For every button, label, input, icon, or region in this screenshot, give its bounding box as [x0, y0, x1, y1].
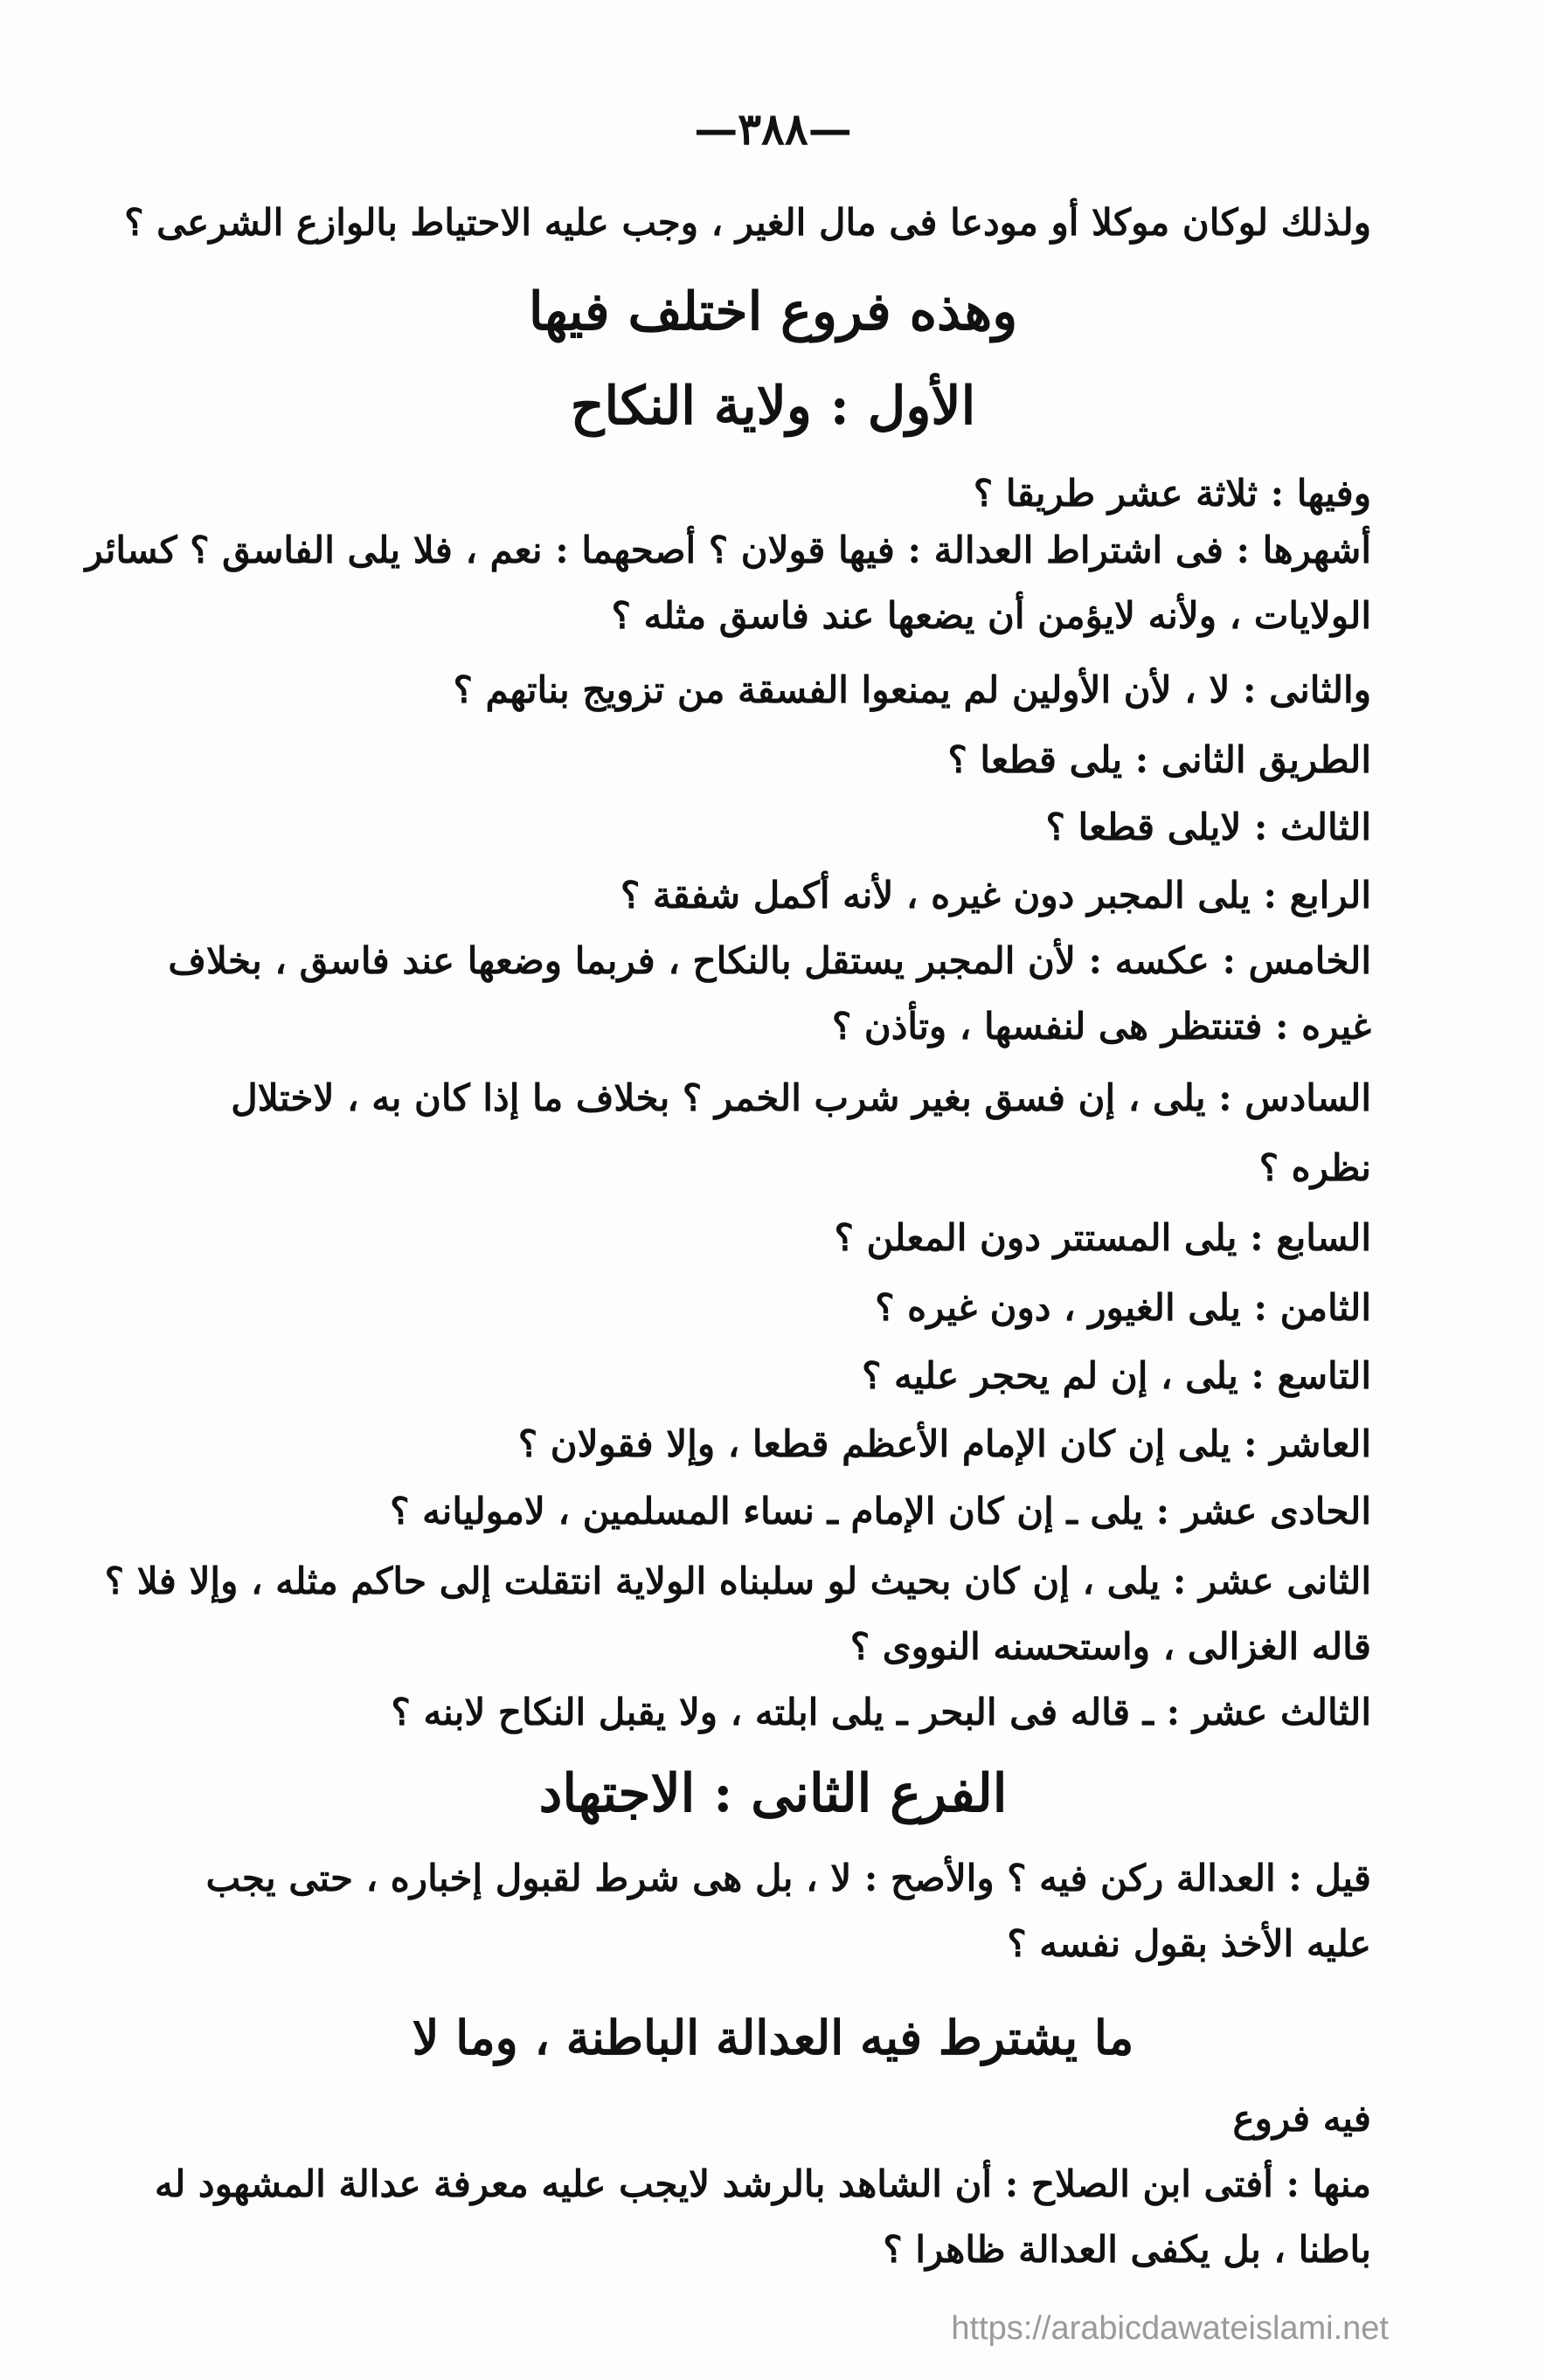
- text-line: والثانى : لا ، لأن الأولين لم يمنعوا الفسقة من تزويج بناتهم ؟: [453, 668, 1371, 711]
- text-line: منها : أفتى ابن الصلاح : أن الشاهد بالرشد لايجب عليه معرفة عدالة المشهود له: [154, 2162, 1371, 2205]
- text-line: عليه الأخذ بقول نفسه ؟: [1007, 1922, 1371, 1965]
- text-line: فيه فروع: [1232, 2097, 1371, 2140]
- text-line: الثامن : يلى الغيور ، دون غيره ؟: [875, 1286, 1371, 1329]
- text-line: غيره : فتنتظر هى لنفسها ، وتأذن ؟: [831, 1005, 1371, 1048]
- text-line: وفيها : ثلاثة عشر طريقا ؟: [973, 472, 1371, 515]
- text-line: السادس : يلى ، إن فسق بغير شرب الخمر ؟ بخلاف ما إذا كان به ، لاختلال: [231, 1076, 1371, 1119]
- text-line: الحادى عشر : يلى ـ إن كان الإمام ـ نساء المسلمين ، لاموليانه ؟: [390, 1490, 1371, 1532]
- text-line: الرابع : يلى المجبر دون غيره ، لأنه أكمل شفقة ؟: [620, 874, 1371, 917]
- watermark-url: https://arabicdawateislami.net: [951, 2310, 1389, 2347]
- section-heading: الأول : ولاية النكاح: [570, 376, 976, 437]
- text-line: أشهرها : فى اشتراط العدالة : فيها قولان ؟ أصحهما : نعم ، فلا يلى الفاسق ؟ كسائر: [85, 529, 1371, 571]
- text-line: الثالث : لايلى قطعا ؟: [1045, 806, 1371, 848]
- text-line: الخامس : عكسه : لأن المجبر يستقل بالنكاح ، فربما وضعها عند فاسق ، بخلاف: [168, 939, 1371, 982]
- text-line: الولايات ، ولأنه لايؤمن أن يضعها عند فاسق مثله ؟: [611, 594, 1371, 637]
- text-line: ولذلك لوكان موكلا أو مودعا فى مال الغير ، وجب عليه الاحتياط بالوازع الشرعى ؟: [124, 201, 1371, 244]
- text-line: قاله الغزالى ، واستحسنه النووى ؟: [849, 1625, 1371, 1668]
- text-line: قيل : العدالة ركن فيه ؟ والأصح : لا ، بل هى شرط لقبول إخباره ، حتى يجب: [205, 1857, 1371, 1899]
- text-line: نظره ؟: [1258, 1146, 1371, 1189]
- section-heading: وهذه فروع اختلف فيها: [528, 281, 1018, 342]
- text-line: باطنا ، بل يكفى العدالة ظاهرا ؟: [883, 2228, 1371, 2271]
- text-line: التاسع : يلى ، إن لم يحجر عليه ؟: [862, 1354, 1371, 1397]
- text-line: الطريق الثانى : يلى قطعا ؟: [947, 738, 1371, 781]
- page-number: —٣٨٨—: [694, 103, 852, 155]
- text-line: الثالث عشر : ـ قاله فى البحر ـ يلى ابلته ، ولا يقبل النكاح لابنه ؟: [391, 1691, 1371, 1733]
- section-heading: الفرع الثانى : الاجتهاد: [538, 1763, 1008, 1824]
- text-line: الثانى عشر : يلى ، إن كان بحيث لو سلبناه الولاية انتقلت إلى حاكم مثله ، وإلا فلا ؟: [104, 1560, 1371, 1602]
- section-heading: ما يشترط فيه العدالة الباطنة ، وما لا: [412, 2010, 1134, 2065]
- text-line: العاشر : يلى إن كان الإمام الأعظم قطعا ، وإلا فقولان ؟: [517, 1422, 1371, 1465]
- text-line: السابع : يلى المستتر دون المعلن ؟: [834, 1216, 1371, 1259]
